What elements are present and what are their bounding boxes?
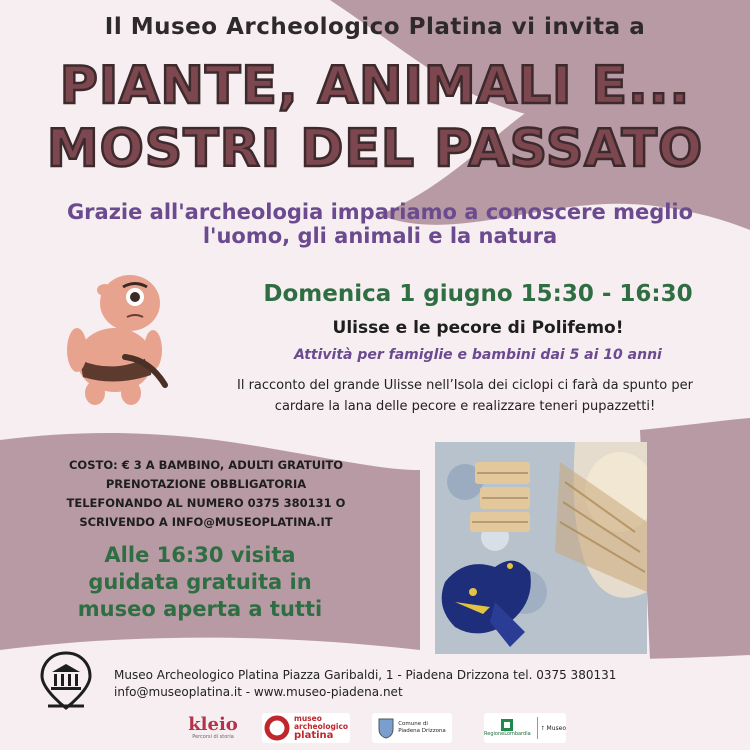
subtitle	[60, 200, 700, 248]
cyclops-illustration	[55, 265, 175, 410]
invite-heading: Il Museo Archeologico Platina vi invita a	[104, 14, 646, 40]
regione-museo-logo	[484, 713, 566, 743]
event-description	[200, 375, 730, 417]
kleio-logo	[183, 713, 243, 743]
regione-icon	[501, 719, 513, 731]
museum-exclamation-icon	[542, 720, 544, 736]
cost-info	[46, 456, 366, 532]
visit-line-1: Alle 16:30 visita	[104, 543, 296, 567]
museo-logo-line-3: platina	[294, 730, 334, 741]
email-line: SCRIVENDO A INFO@MUSEOPLATINA.IT	[79, 515, 333, 529]
footer-address: Museo Archeologico Platina Piazza Garibaldi, 1 - Piadena Drizzona tel. 0375 380131	[114, 668, 617, 682]
subtitle-line-2: l'uomo, gli animali e la natura	[202, 224, 558, 248]
museo-logo-line-2: archeologico	[294, 722, 349, 731]
subtitle-line-1: Grazie all'archeologia impariamo a conoscere meglio	[66, 200, 694, 224]
booking-line: PRENOTAZIONE OBBLIGATORIA	[105, 477, 307, 491]
kleio-logo-sub: Percorsi di storia	[192, 734, 234, 740]
museo-ring-icon	[264, 715, 290, 741]
museo-logo-line-1: museo	[294, 714, 322, 723]
activity-photo	[435, 442, 647, 654]
event-date: Domenica 1 giugno 15:30 - 16:30	[263, 281, 693, 307]
museo-platina-logo	[262, 713, 350, 743]
comune-line-2: Piadena Drizzona	[398, 728, 446, 734]
museo-small-label: Museo	[546, 724, 566, 732]
cost-line: COSTO: € 3 A BAMBINO, ADULTI GRATUITO	[68, 458, 344, 472]
footer-contacts	[114, 667, 616, 701]
guided-visit	[30, 542, 370, 623]
description-line-2: cardare la lana delle pecore e realizzare teneri pupazzetti!	[274, 399, 656, 414]
description-line-1: Il racconto del grande Ulisse nell’Isola dei ciclopi ci farà da spunto per	[237, 378, 693, 393]
coat-of-arms-icon	[378, 717, 394, 739]
museum-location-icon	[38, 650, 94, 712]
comune-line-1: Comune di	[398, 721, 428, 727]
event-name: Ulisse e le pecore di Polifemo!	[332, 318, 624, 338]
footer-web[interactable]: info@museoplatina.it - www.museo-piadena.net	[114, 685, 403, 699]
phone-line: TELEFONANDO AL NUMERO 0375 380131 O	[66, 496, 346, 510]
comune-logo	[372, 713, 452, 743]
regione-label: RegioneLombardia	[484, 731, 531, 737]
kleio-logo-text: kleio	[188, 714, 238, 735]
title-line-1: PIANTE, ANIMALI E...	[59, 56, 691, 116]
event-audience: Attività per famiglie e bambini dai 5 ai 10 anni	[294, 347, 662, 363]
visit-line-3: museo aperta a tutti	[77, 597, 323, 621]
title-line-2: MOSTRI DEL PASSATO	[46, 119, 704, 179]
visit-line-2: guidata gratuita in	[88, 570, 312, 594]
